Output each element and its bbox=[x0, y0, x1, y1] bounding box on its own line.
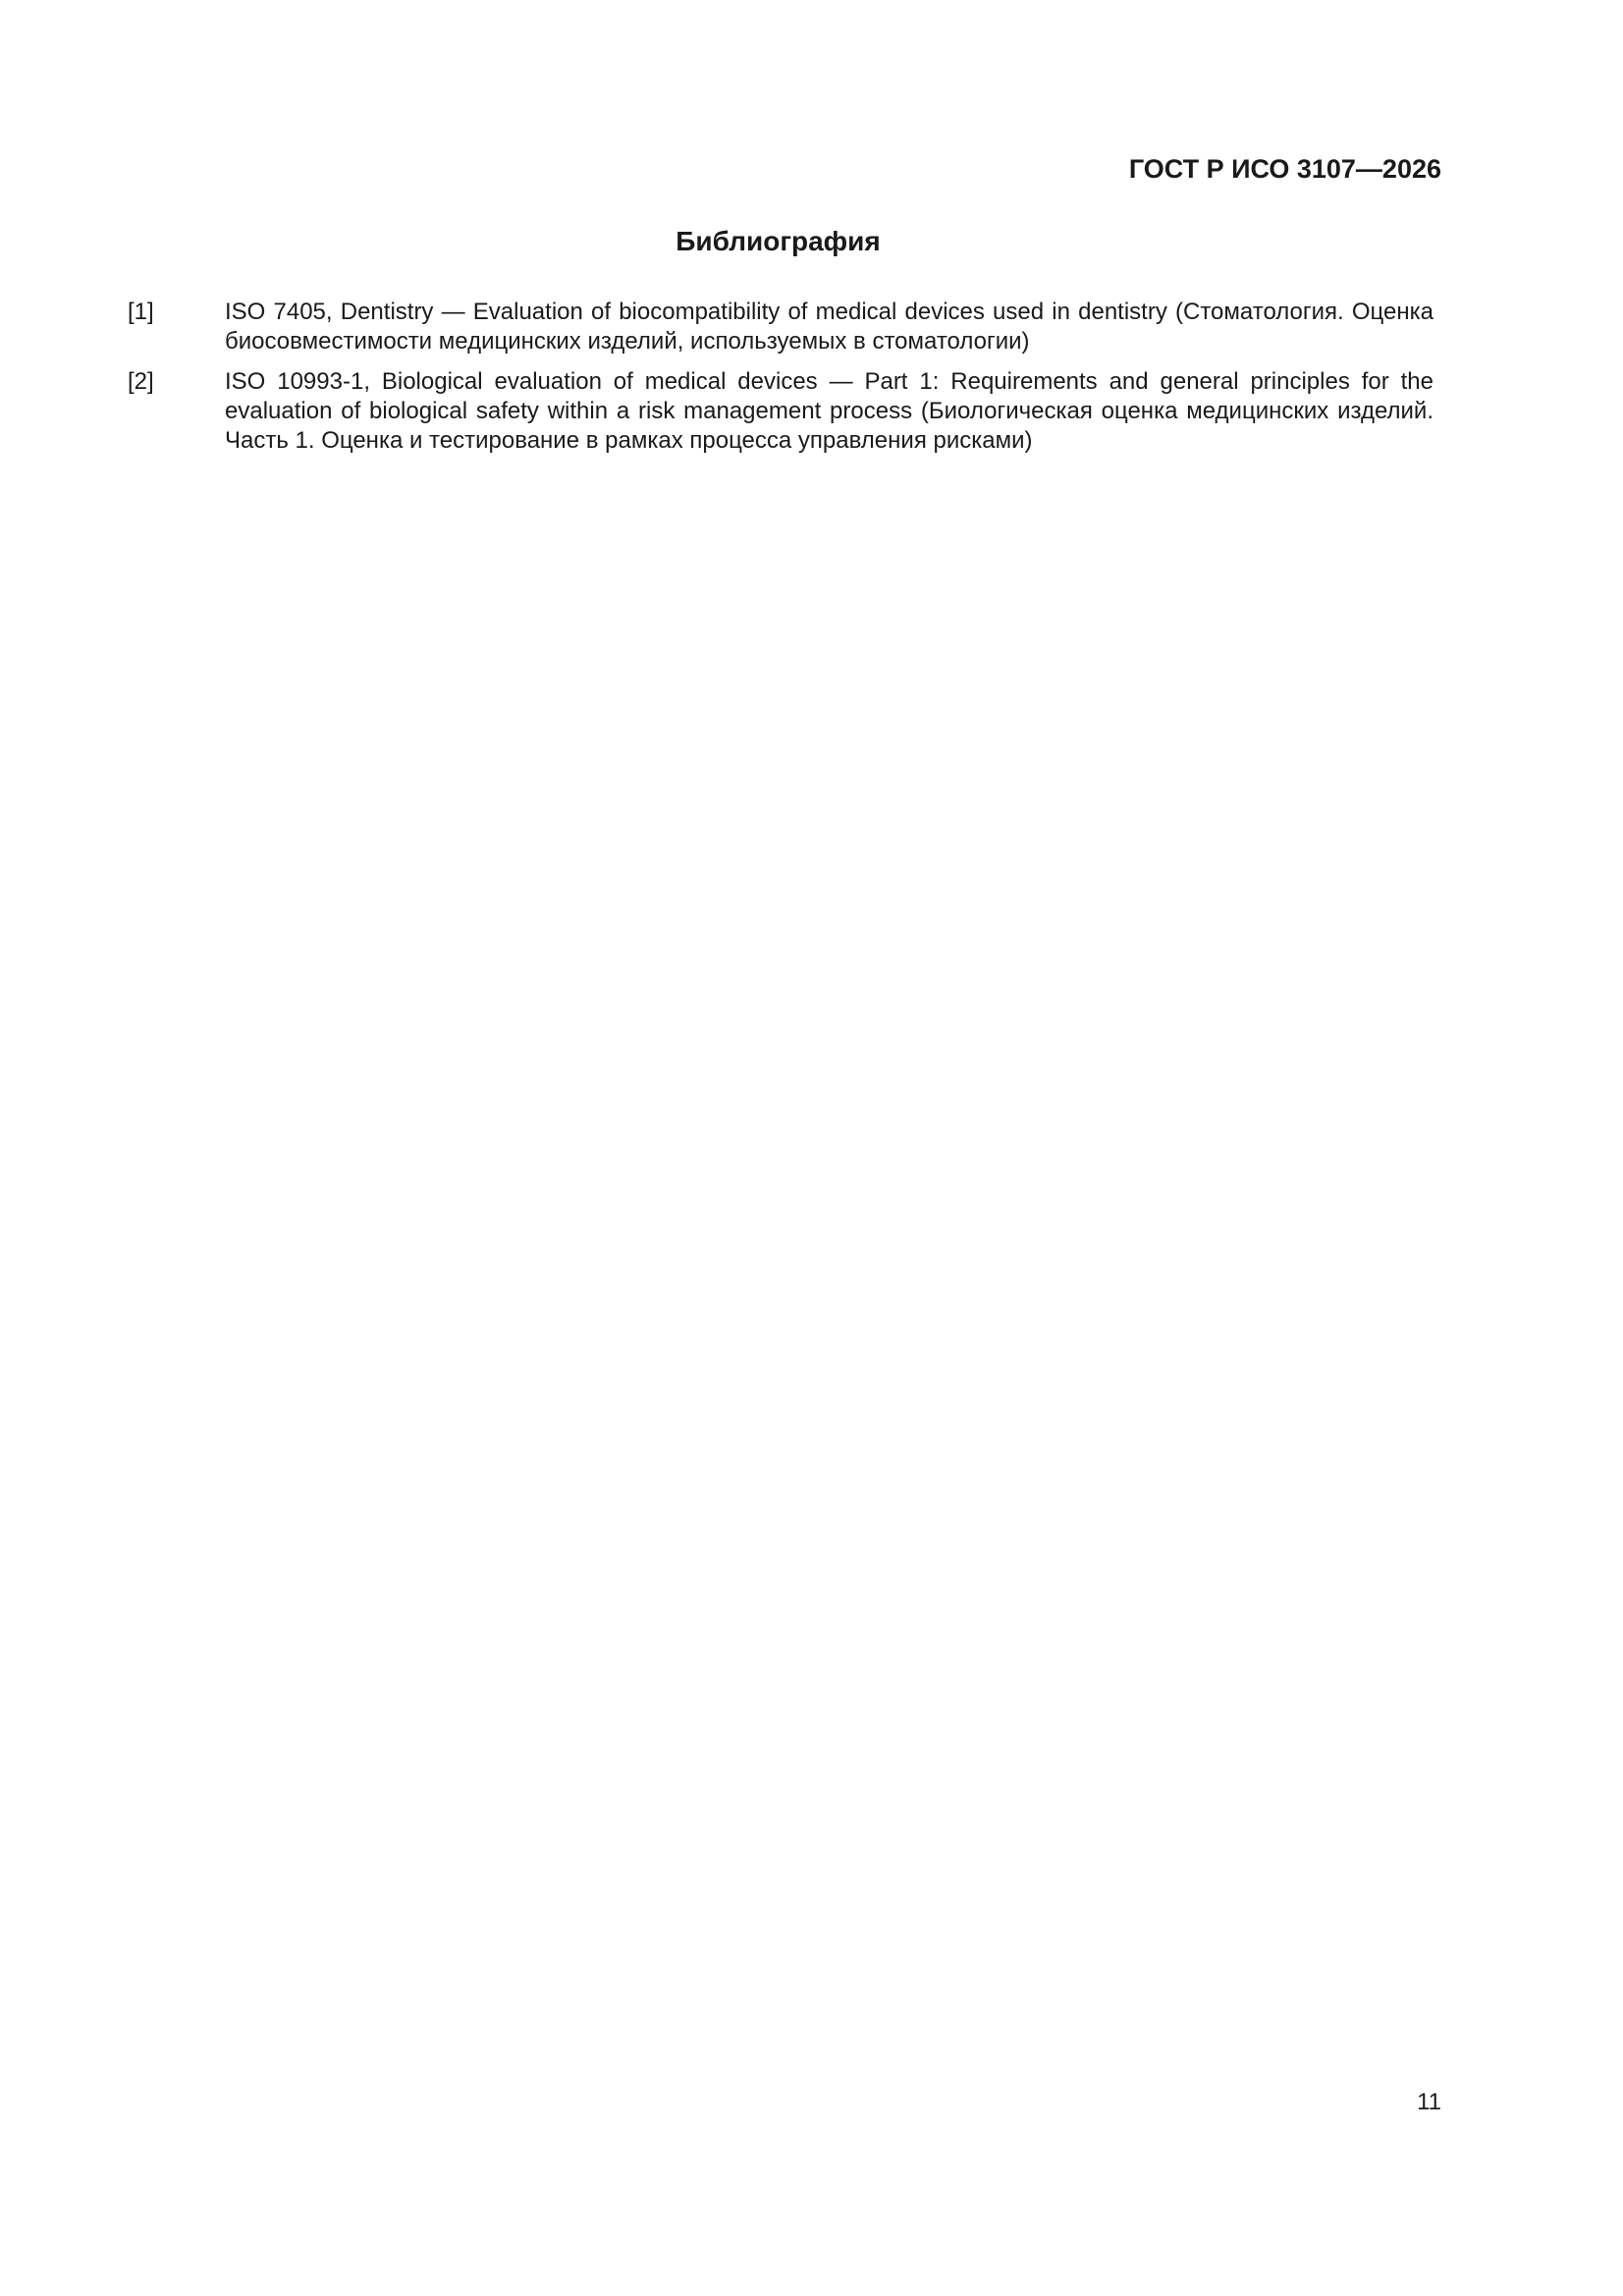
bibliography-item bbox=[128, 367, 1434, 456]
bibliography-item-text: ISO 7405, Dentistry — Evaluation of biocompatibility of medical devices used in dentistry (Стоматология. Оценка биосовместимости медицинских изделий, используемых в стоматологии) bbox=[225, 299, 1434, 355]
bibliography-item-text: ISO 10993-1, Biological evaluation of medical devices — Part 1: Requirements and general principles for the evaluation of biological safety within a risk management process (Биологическая оценка медицинских изделий. Часть 1. Оценка и тестирование в рамках процесса управления рисками) bbox=[225, 368, 1434, 454]
document-code: ГОСТ Р ИСО 3107—2026 bbox=[1128, 154, 1441, 184]
bibliography-item-number: [2] bbox=[128, 368, 154, 395]
page-number: 11 bbox=[1417, 2089, 1441, 2115]
bibliography-item bbox=[128, 298, 1434, 356]
bibliography-item-number: [1] bbox=[128, 299, 154, 325]
section-title: Библиография bbox=[676, 226, 881, 256]
bibliography-list bbox=[128, 298, 1434, 466]
